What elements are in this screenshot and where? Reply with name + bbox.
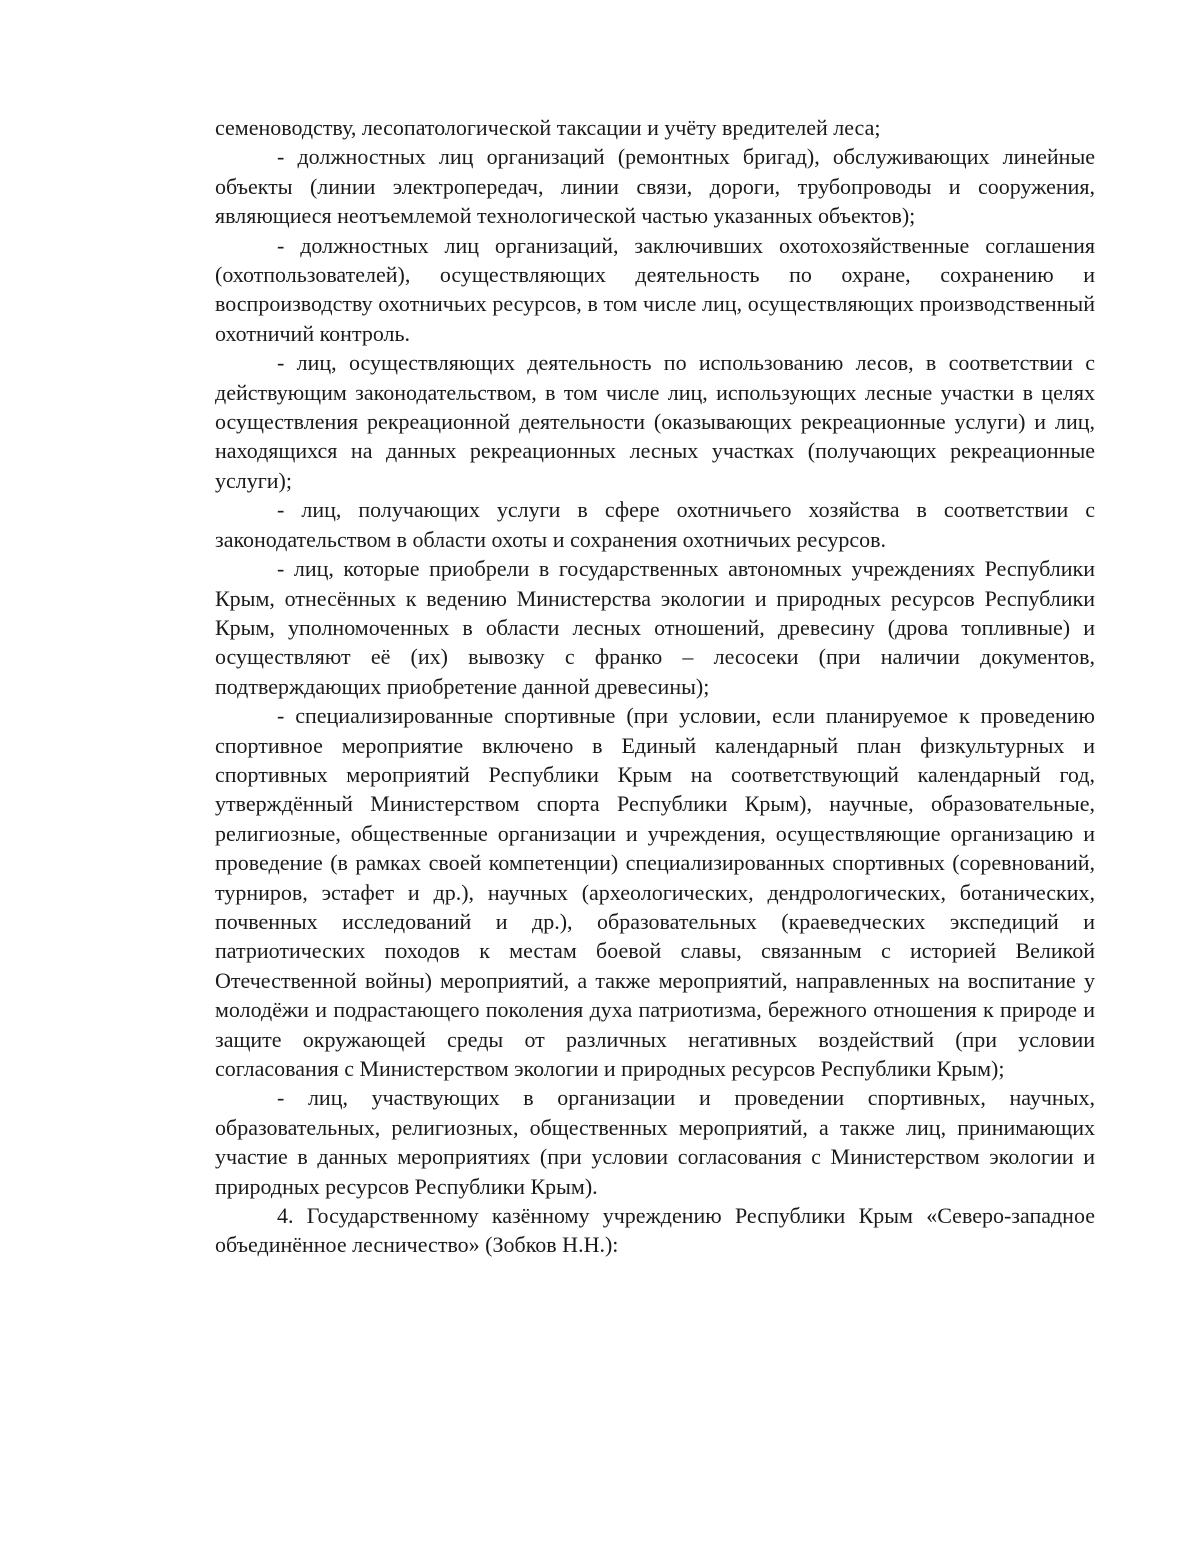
paragraph-item-4: 4. Государственному казённому учреждению Республики Крым «Северо-западное объединённое лесничество» (Зобков Н.Н.):: [215, 1203, 1095, 1258]
paragraph-hunting-agreements: - должностных лиц организаций, заключивших охотохозяйственные соглашения (охотпользователей), осуществляющих деятельность по охране, сохранению и воспроизводству охотничьих ресурсов, в том числе лиц, осуществляющих производственный охотничий контроль.: [215, 232, 1095, 346]
paragraph-event-participants: - лиц, участвующих в организации и проведении спортивных, научных, образовательных, религиозных, общественных мероприятий, а также лиц, принимающих участие в данных мероприятиях (при условии согласования с Министерством экологии и природных ресурсов Республики Крым).: [215, 1085, 1095, 1199]
paragraph-specialized-organizations: - специализированные спортивные (при условии, если планируемое к проведению спортивное мероприятие включено в Единый календарный план физкультурных и спортивных мероприятий Республики Крым на соответствующий календарный год, утверждённый Министерством спорта Республики Крым), научные, образовательные, религиозные, общественные организации и учреждения, осуществляющие организацию и проведение (в рамках своей компетенции) специализированных спортивных (соревнований, турниров, эстафет и др.), научных (археологических, дендрологических, ботанических, почвенных исследований и др.), образовательных (краеведческих экспедиций и патриотических походов к местам боевой славы, связанным с историей Великой Отечественной войны) мероприятий, а также мероприятий, направленных на воспитание у молодёжи и подрастающего поколения духа патриотизма, бережного отношения к природе и защите окружающей среды от различных негативных воздействий (при условии согласования с Министерством экологии и природных ресурсов Республики Крым);: [215, 703, 1095, 1081]
paragraph-forest-use: - лиц, осуществляющих деятельность по использованию лесов, в соответствии с действующим законодательством, в том числе лиц, использующих лесные участки в целях осуществления рекреационной деятельности (оказывающих рекреационные услуги) и лиц, находящихся на данных рекреационных лесных участках (получающих рекреационные услуги);: [215, 350, 1095, 493]
paragraph-hunting-services: - лиц, получающих услуги в сфере охотничьего хозяйства в соответствии с законодательством в области охоты и сохранения охотничьих ресурсов.: [215, 497, 1095, 552]
document-body: [215, 113, 1095, 1260]
paragraph-repair-crews: - должностных лиц организаций (ремонтных бригад), обслуживающих линейные объекты (линии электропередач, линии связи, дороги, трубопроводы и сооружения, являющиеся неотъемлемой технологической частью указанных объектов);: [215, 144, 1095, 229]
paragraph-seed-growing-continuation: семеноводству, лесопатологической таксации и учёту вредителей леса;: [215, 115, 881, 140]
paragraph-firewood-purchasers: - лиц, которые приобрели в государственных автономных учреждениях Республики Крым, отнесённых к ведению Министерства экологии и природных ресурсов Республики Крым, уполномоченных в области лесных отношений, древесину (дрова топливные) и осуществляют её (их) вывозку с франко – лесосеки (при наличии документов, подтверждающих приобретение данной древесины);: [215, 556, 1095, 699]
